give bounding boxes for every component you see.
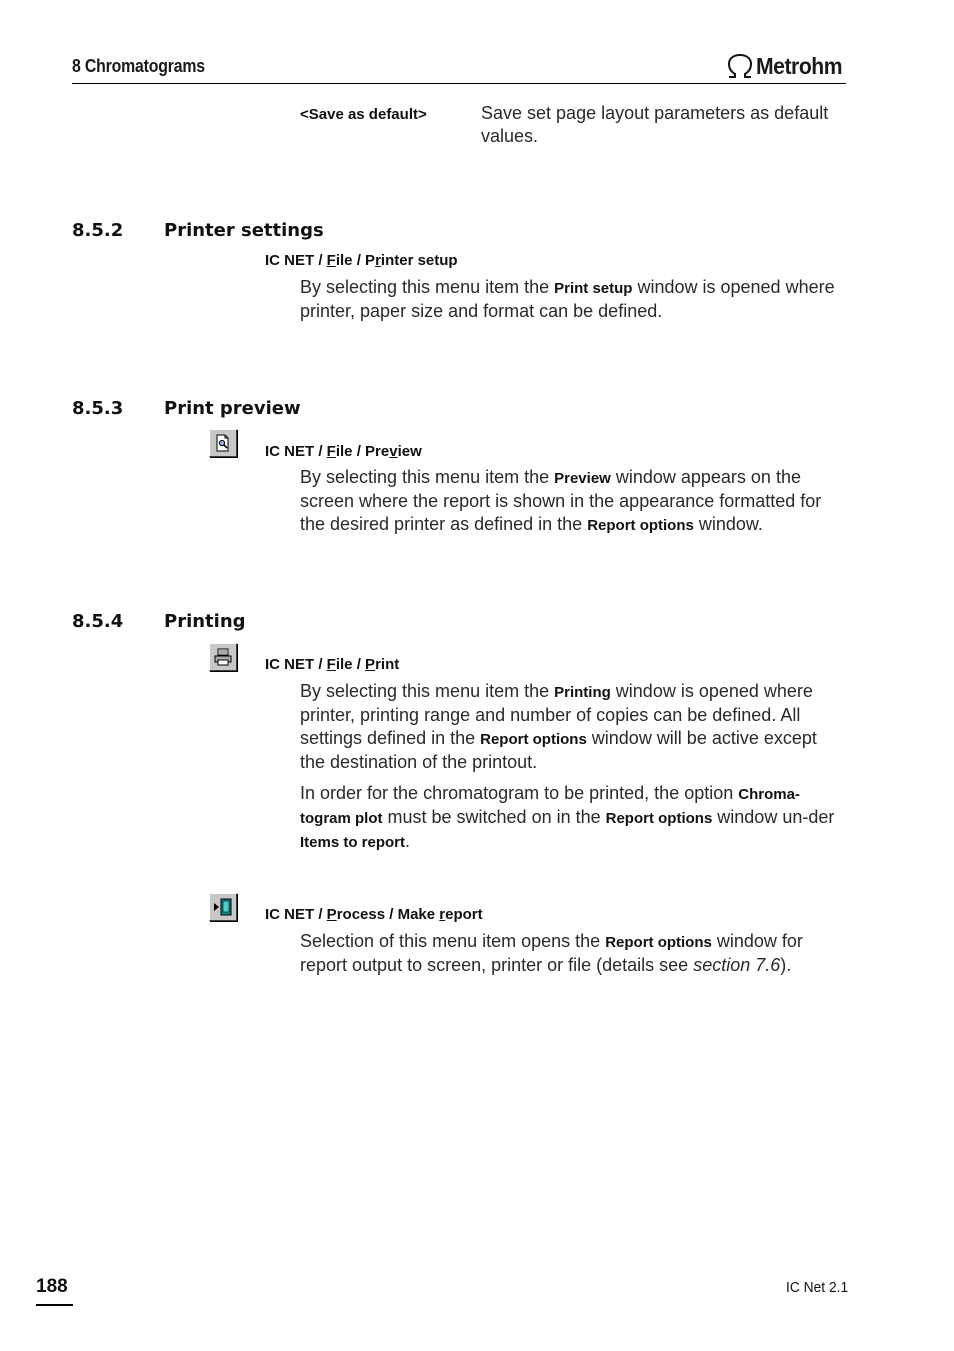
menu-accel: P [326, 906, 337, 923]
text: By selecting this menu item the [300, 277, 555, 297]
window-name: Print setup [554, 280, 633, 297]
text: . [405, 831, 411, 851]
menu-accel: P [365, 656, 376, 673]
print-preview-button[interactable] [209, 429, 237, 457]
text: window will be active except the destination of the printout. [300, 728, 817, 772]
text: In order for the chromatogram to be printed, the option [300, 783, 739, 803]
window-name: Report options [480, 731, 587, 748]
paragraph [300, 782, 846, 854]
window-name: Report options [587, 517, 694, 534]
text: ). [780, 955, 792, 975]
menu-item-print: rint [375, 656, 400, 673]
menu-accel: F [326, 443, 336, 460]
menu-item-file: ile [335, 252, 353, 269]
menu-item-file: ile [335, 656, 353, 673]
paragraph [300, 276, 846, 323]
paragraph [300, 680, 846, 774]
window-name: Report options [605, 810, 713, 827]
make-report-icon [213, 898, 233, 916]
menu-item-make-report: eport [445, 906, 483, 923]
section-number: 8.5.2 [72, 220, 124, 241]
text: By selecting this menu item the [300, 681, 555, 701]
printer-icon [213, 648, 233, 666]
menu-sep: / [385, 906, 398, 923]
text: window un-der [712, 807, 835, 827]
text: window appears on the screen where the report is shown in the appearance formatted for the desired printer as defined in the [300, 467, 822, 534]
menu-prefix: IC NET / [265, 252, 327, 269]
print-preview-icon [214, 434, 232, 452]
menu-sep: / [352, 443, 366, 460]
save-default-label: <Save as default> [300, 106, 427, 123]
menu-path [265, 443, 422, 460]
menu-accel: v [389, 443, 398, 460]
menu-accel: F [326, 656, 336, 673]
section-title: Print preview [164, 398, 301, 419]
menu-item-printer-setup: inter setup [380, 252, 458, 269]
logo-text: Metrohm [756, 52, 843, 79]
page-number-rule [36, 1304, 73, 1306]
menu-accel: r [375, 252, 381, 269]
menu-item-preview: iew [397, 443, 422, 460]
window-name: Preview [554, 470, 611, 487]
option-name: Chroma-togram plot [300, 786, 800, 827]
text: Selection of this menu item opens the [300, 931, 606, 951]
section-number: 8.5.3 [72, 398, 124, 419]
menu-accel: F [326, 252, 336, 269]
menu-path [265, 906, 483, 923]
menu-path [265, 252, 458, 269]
print-button[interactable] [209, 643, 237, 671]
product-name: IC Net 2.1 [786, 1279, 849, 1296]
window-name: Printing [554, 684, 611, 701]
make-report-button[interactable] [209, 893, 237, 921]
menu-sep: / [352, 252, 366, 269]
menu-prefix: IC NET / [265, 443, 327, 460]
chapter-title: 8 Chromatograms [72, 56, 205, 76]
menu-accel: r [439, 906, 446, 923]
text: must be switched on in the [382, 807, 606, 827]
omega-icon [726, 53, 754, 79]
save-default-desc: Save set page layout parameters as default values. [481, 103, 829, 146]
metrohm-logo [726, 52, 850, 80]
menu-item-pre: Pre [365, 443, 390, 460]
menu-item-pre: P [365, 252, 376, 269]
text: window. [693, 514, 763, 534]
tab-name: Items to report [300, 834, 406, 851]
menu-prefix: IC NET / [265, 906, 327, 923]
text: By selecting this menu item the [300, 467, 555, 487]
header-rule [72, 83, 846, 84]
window-name: Report options [605, 934, 712, 951]
paragraph [300, 930, 846, 977]
menu-item-file: ile [335, 443, 353, 460]
menu-prefix: IC NET / [265, 656, 327, 673]
menu-sep: / [352, 656, 366, 673]
text: window is opened where printer, printing range and number of copies can be defined. All settings defined in the [300, 681, 813, 748]
menu-item-pre: Make [397, 906, 440, 923]
text: window is opened where printer, paper size and format can be defined. [300, 277, 835, 321]
menu-item-process: rocess [336, 906, 386, 923]
section-title: Printing [164, 611, 246, 632]
section-reference: section 7.6 [693, 955, 781, 975]
page-number: 188 [36, 1276, 68, 1297]
section-title: Printer settings [164, 220, 324, 241]
paragraph [300, 466, 846, 537]
text: window for report output to screen, printer or file (details see [300, 931, 803, 975]
section-number: 8.5.4 [72, 611, 124, 632]
menu-path [265, 656, 399, 673]
